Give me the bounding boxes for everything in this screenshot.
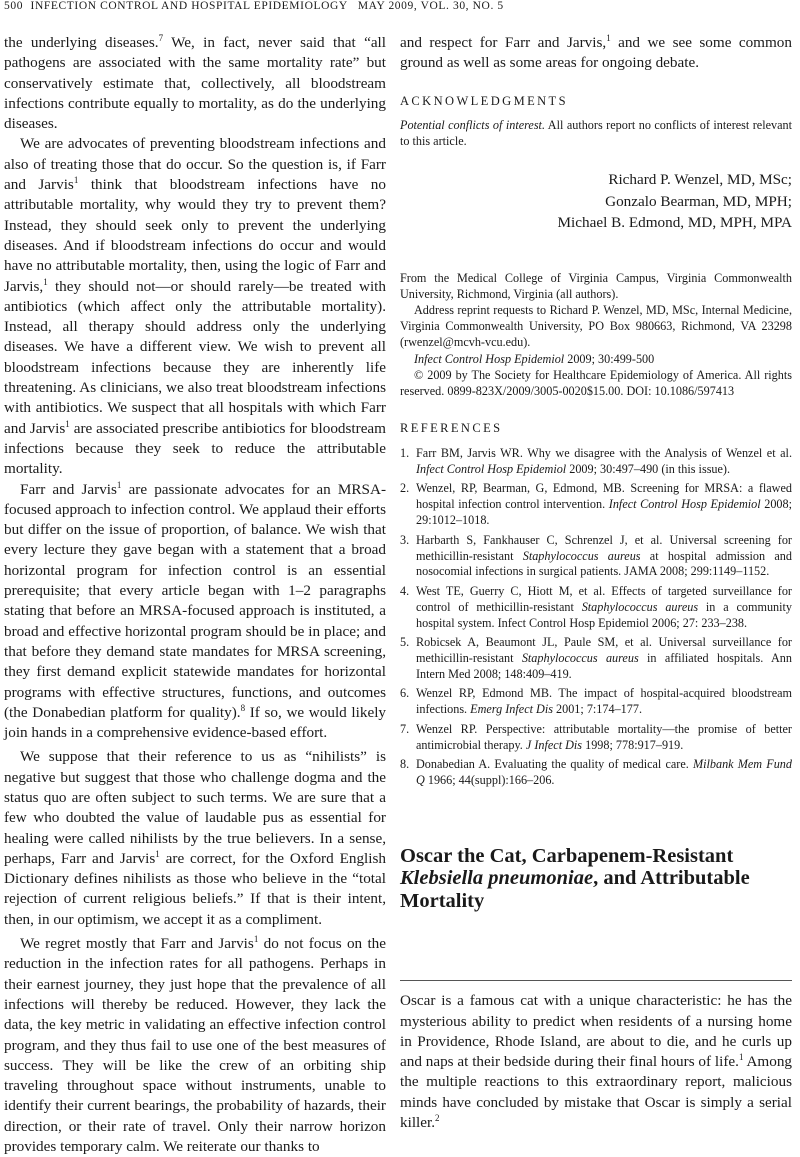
paragraph-5: We regret mostly that Farr and Jarvis$^1$ do not focus on the reduction in the infection rates for all pathogens. Perhaps in their earnest journey, they just hope that the prevalence of all infections will thereby be reduced. However, they lack the data, the key metric in validating an effective infection control program, and they thus fail to use one of the best measures of success. They will be like the crew of an orbiting ship traveling throughout space without instruments, unable to identify their current bearings, the probability of hazards, their direction, or their rate of travel. Only their narrow horizon provides temporary calm. We reiterate our thanks to xyxy=(4,934,387,1156)
reference-item: 1. Farr BM, Jarvis WR. Why we disagree with the Analysis of Wenzel et al. Infect Control Hosp Epidemiol 2009; 30:497–490 (in this issue). xyxy=(400,446,792,477)
right-column xyxy=(400,33,792,1133)
author-list xyxy=(400,169,792,234)
copyright-line: © 2009 by The Society for Healthcare Epidemiology of America. All rights reserved. 0899-823X/2009/3005-0020$15.00. DOI: 10.1086/597413 xyxy=(400,367,792,398)
left-column xyxy=(4,33,386,1157)
reference-item: 8. Donabedian A. Evaluating the quality of medical care. Milbank Mem Fund Q 1966; 44(suppl):166–206. xyxy=(400,756,792,787)
acknowledgments-text: Potential conflicts of interest. All authors report no conflicts of interest relevant to this article. xyxy=(400,117,792,148)
affiliation: From the Medical College of Virginia Campus, Virginia Commonwealth University, Richmond, Virginia (all authors). xyxy=(400,270,792,301)
reference-item: 3. Harbarth S, Fankhauser C, Schrenzel J, et al. Universal screening for methicillin-resistant Staphylococcus aureus at hospital admission and nosocomial infections in surgical patients. JAMA 2008; 299:1149–1152. xyxy=(400,532,792,579)
reference-item: 7. Wenzel RP. Perspective: attributable mortality—the promise of better antimicrobial therapy. J Infect Dis 1998; 778:917–919. xyxy=(400,721,792,752)
continuation-paragraph: and respect for Farr and Jarvis,$^1$ and we see some common ground as well as some areas for ongoing debate. xyxy=(400,32,792,72)
reference-item: 4. West TE, Guerry C, Hiott M, et al. Effects of targeted surveillance for control of methicillin-resistant Staphylococcus aureus in a community hospital system. Infect Control Hosp Epidemiol 2006; 27: 233–238. xyxy=(400,583,792,630)
reference-item: 5. Robicsek A, Beaumont JL, Paule SM, et al. Universal surveillance for methicillin-resistant Staphylococcus aureus in affiliated hospitals. Ann Intern Med 2008; 148:409–419. xyxy=(400,635,792,681)
paragraph-1: the underlying diseases.$^7$ We, in fact, never said that “all pathogens are associated with the same mortality rate” but conservatively estimate that, collectively, all bloodstream infections contribute equally to mortality, as do the underlying diseases. xyxy=(4,32,386,133)
journal-running-title: INFECTION CONTROL AND HOSPITAL EPIDEMIOLOGY xyxy=(30,0,348,12)
reference-list xyxy=(400,446,792,789)
paragraph-3: Farr and Jarvis$^1$ are passionate advocates for an MRSA-focused approach to infection control. We applaud their efforts but differ on the issue of proportion, of balance. We wish that every lecture they gave began with a statement that a broad horizontal program for infection control is an essential prerequisite; that every article began with 1–2 paragraphs stating that before an MRSA-focused approach is instituted, a broad and effective horizontal program should be in place; and that before they demand state mandates for MRSA screening, they first demand explicit statewide mandates for horizontal programs with effective structures, functions, and outcomes (the Donabedian platform for quality).$^8$ If so, we would likely join hands in a comprehensive evidence-based effort. xyxy=(4,479,387,742)
author-1: Richard P. Wenzel, MD, MSc; xyxy=(608,171,792,188)
citation-line: Infect Control Hosp Epidemiol 2009; 30:499-500 xyxy=(414,351,655,366)
acknowledgments-heading: ACKNOWLEDGMENTS xyxy=(400,93,568,108)
author-2: Gonzalo Bearman, MD, MPH; xyxy=(605,192,792,210)
page-number: 500 xyxy=(4,0,24,12)
reprint-address: Address reprint requests to Richard P. Wenzel, MD, MSc, Internal Medicine, Virginia Commonwealth University, PO Box 980663, Richmond, VA 23298 (rwenzel@mcvh-vcu.edu). xyxy=(400,302,792,350)
author-3: Michael B. Edmond, MD, MPH, MPA xyxy=(557,214,792,231)
paragraph-4: We suppose that their reference to us as “nihilists” is negative but suggest that those who challenge dogma and the status quo are often subject to such terms. We are sure that a few who doubted the value of laudable pus as essential for healing were called nihilists by the true believers. In a sense, perhaps, Farr and Jarvis$^1$ are correct, for the Oxford English Dictionary defines nihilists as those who believe in the “total rejection of current religious beliefs.” If that is their intent, then, in our optimism, we accept it as a compliment. xyxy=(4,748,386,928)
reference-item: 6. Wenzel RP, Edmond MB. The impact of hospital-acquired bloodstream infections. Emerg Infect Dis 2001; 7:174–177. xyxy=(400,686,792,717)
issue-info: MAY 2009, VOL. 30, NO. 5 xyxy=(357,0,504,12)
reference-item: 2. Wenzel, RP, Bearman, G, Edmond, MB. Screening for MRSA: a flawed hospital infection control intervention. Infect Control Hosp Epidemiol 2008; 29:1012–1018. xyxy=(400,481,793,528)
paragraph-2: We are advocates of preventing bloodstream infections and also of treating those that do occur. So the question is, if Farr and Jarvis$^1$ think that bloodstream infections have no attributable mortality, why would they try to prevent them? Instead, they should seek only to prevent the underlying diseases. And if bloodstream infections do occur and would have no attributable mortality, then, using the logic of Farr and Jarvis,$^1$ they should not—or should rarely—be treated with antibiotics (which affect only the attributable mortality). Instead, all therapy should address only the underlying diseases. We have a different view. We wish to prevent all bloodstream infections because they are inherently life threatening. As clinicians, we also treat bloodstream infections with antibiotics. We suspect that all hospitals with which Farr and Jarvis$^1$ are associated prescribe antibiotics for bloodstream infections because they seek to reduce the attributable mortality. xyxy=(4,135,386,478)
section-rule xyxy=(400,980,792,981)
oscar-paragraph: Oscar is a famous cat with a unique characteristic: he has the mysterious ability to predict when residents of a nursing home in Providence, Rhode Island, are about to die, and he curls up and naps at their bedside during their final hours of life.$^1$ Among the multiple reactions to this extraordinary report, malicious minds have concluded by mistake that Oscar is simply a serial killer.$^2$ xyxy=(400,992,793,1132)
references-heading: REFERENCES xyxy=(400,421,503,436)
article-title: Oscar the Cat, Carbapenem-Resistant Klebsiella pneumoniae, and Attributable Mortality xyxy=(400,844,750,912)
running-header xyxy=(4,0,504,12)
